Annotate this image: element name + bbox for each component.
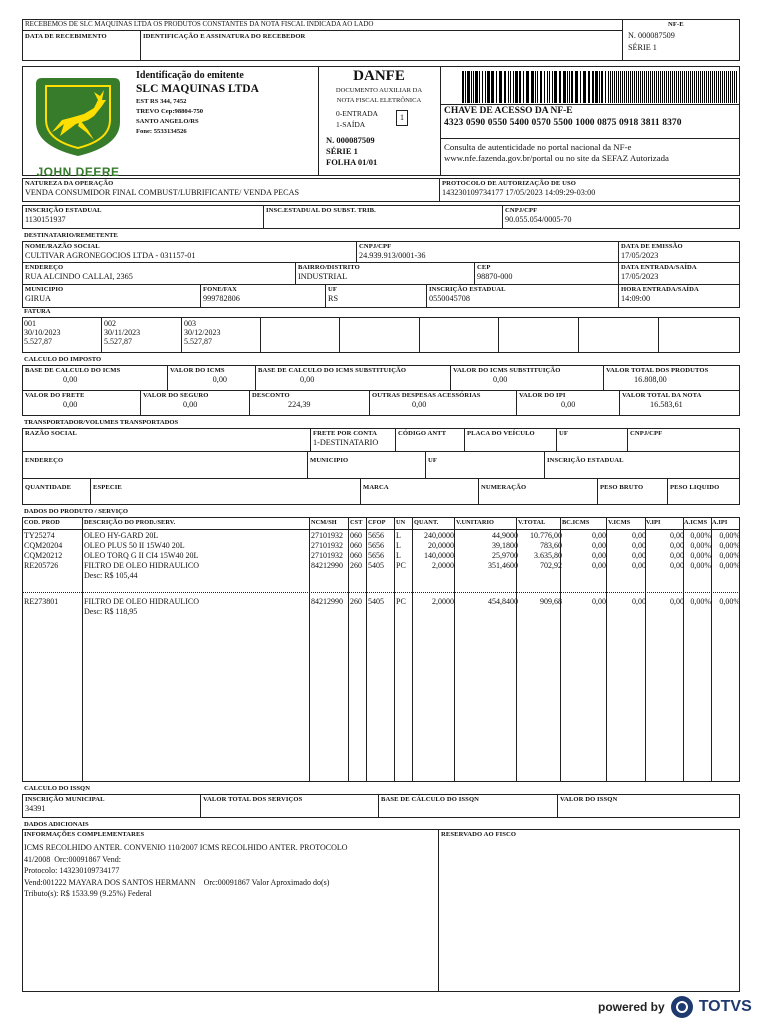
recipient-cnpj-label: CNPJ/CPF xyxy=(359,243,392,250)
carrier-ie-cell xyxy=(544,451,740,479)
municipal-reg-label: INSCRIÇÃO MUNICIPAL xyxy=(25,796,105,803)
entry-hour-cell xyxy=(618,284,740,308)
access-key-barcode xyxy=(462,71,738,103)
other-expenses-cell xyxy=(369,390,517,416)
nature-value: VENDA CONSUMIDOR FINAL COMBUST/LUBRIFICANTE/ VENDA PECAS xyxy=(25,188,300,197)
freight-cell xyxy=(22,390,141,416)
cell-ncm: 84212990 xyxy=(311,561,343,570)
recipient-uf-value: RS xyxy=(328,294,339,303)
carrier-name-cell xyxy=(22,428,311,452)
bc-icms-value: 0,00 xyxy=(63,375,78,384)
header-description: DESCRIÇÃO DO PROD./SERV. xyxy=(84,519,176,526)
cell-ipi-rate: 0,00% xyxy=(719,551,740,560)
discount-value: 224,39 xyxy=(288,400,311,409)
entry-date-cell xyxy=(618,262,740,285)
other-expenses-value: 0,00 xyxy=(412,400,427,409)
recipient-phone-cell xyxy=(200,284,326,308)
carrier-cnpj-cell xyxy=(627,428,740,452)
consult-line-1: Consulta de autenticidade no portal nacional da NF-e xyxy=(444,142,632,152)
table-row xyxy=(0,531,768,541)
volume-qty-cell xyxy=(22,478,91,505)
access-key-label: CHAVE DE ACESSO DA NF-E xyxy=(444,106,573,116)
danfe-subtitle-2: NOTA FISCAL ELETRÔNICA xyxy=(336,97,422,104)
cell-code: RE273801 xyxy=(24,597,59,606)
header-cst: CST xyxy=(350,519,363,526)
receipt-notice: RECEBEMOS DE SLC MAQUINAS LTDA OS PRODUTOS CONSTANTES DA NOTA FISCAL INDICADA AO LADO xyxy=(25,20,374,28)
recipient-uf-cell xyxy=(325,284,427,308)
cell-total: 3.635,80 xyxy=(534,551,562,560)
header-quantity: QUANT. xyxy=(414,519,439,526)
cell-total: 10.776,00 xyxy=(530,531,562,540)
volume-number-cell xyxy=(478,478,598,505)
services-total-cell xyxy=(200,794,379,818)
invoice-section: FATURA xyxy=(24,308,51,315)
emitter-cnpj-cell xyxy=(502,205,740,229)
info-text xyxy=(24,842,436,900)
cell-icms: 0,00 xyxy=(632,541,646,550)
cell-icms-rate: 0,00% xyxy=(690,561,711,570)
row-discount-note: Desc: R$ 105,44 xyxy=(84,571,138,580)
net-weight-cell xyxy=(667,478,740,505)
cell-ipi-rate: 0,00% xyxy=(719,531,740,540)
tax-section: CALCULO DO IMPOSTO xyxy=(24,356,102,363)
cell-icms-rate: 0,00% xyxy=(690,541,711,550)
cell-cfop: 5405 xyxy=(368,561,384,570)
carrier-city-cell xyxy=(307,451,426,479)
recipient-name-value: CULTIVAR AGRONEGOCIOS LTDA - 031157-01 xyxy=(25,251,196,260)
cell-cst: 060 xyxy=(350,541,362,550)
carrier-uf2-cell xyxy=(425,451,545,479)
emission-date-value: 17/05/2023 xyxy=(621,251,659,260)
recipient-cnpj-cell xyxy=(356,241,619,263)
recipient-district-value: INDUSTRIAL xyxy=(298,272,348,281)
installment-2-value: 5.527,87 xyxy=(104,337,132,346)
ie-st-label: INSC.ESTADUAL DO SUBST. TRIB. xyxy=(266,207,376,214)
recipient-cep-label: CEP xyxy=(477,264,491,271)
cell-code: CQM20212 xyxy=(24,551,63,560)
cell-ipi: 0,00 xyxy=(670,597,684,606)
municipal-reg-cell xyxy=(22,794,201,818)
recipient-uf-label: UF xyxy=(328,286,337,293)
insurance-label: VALOR DO SEGURO xyxy=(143,392,209,399)
row-discount-note: Desc: R$ 118,95 xyxy=(84,607,138,616)
header-code: COD. PROD xyxy=(24,519,60,526)
cell-unit-price: 44,9000 xyxy=(492,531,518,540)
cell-bc-icms: 0,00 xyxy=(592,561,606,570)
danfe-entry: 0-ENTRADA xyxy=(336,109,379,118)
header-total: V.TOTAL xyxy=(518,519,546,526)
cell-cfop: 5656 xyxy=(368,541,384,550)
emitter-phone: Fone: 5533134526 xyxy=(136,128,187,135)
total-note-value: 16.583,61 xyxy=(650,400,683,409)
receipt-date-label: DATA DE RECEBIMENTO xyxy=(25,33,107,40)
cell-total: 783,60 xyxy=(540,541,562,550)
volume-species-cell xyxy=(90,478,361,505)
carrier-city-label: MUNICIPIO xyxy=(310,457,349,464)
cell-unit: L xyxy=(396,531,401,540)
icms-cell xyxy=(167,365,256,391)
carrier-uf-label: UF xyxy=(559,430,568,437)
cell-code: TY25274 xyxy=(24,531,55,540)
recipient-ie-value: 0550045708 xyxy=(429,294,470,303)
cell-ncm: 27101932 xyxy=(311,541,343,550)
john-deere-logo xyxy=(28,70,128,179)
antt-label: CÓDIGO ANTT xyxy=(398,430,447,437)
carrier-address-label: ENDEREÇO xyxy=(25,457,64,464)
volume-number-label: NUMERAÇÃO xyxy=(481,484,527,491)
emitter-name: SLC MAQUINAS LTDA xyxy=(136,83,259,95)
powered-by-text: powered by xyxy=(598,1000,665,1014)
freight-mode-value: 1-DESTINATARIO xyxy=(313,438,379,447)
carrier-uf2-label: UF xyxy=(428,457,437,464)
freight-label: VALOR DO FRETE xyxy=(25,392,85,399)
installment-2-date: 30/11/2023 xyxy=(104,328,141,337)
volume-brand-cell xyxy=(360,478,479,505)
info-line-4: Vend:001222 MAYARA DOS SANTOS HERMANN Orc:00091867 Valor Aproximado do(s) xyxy=(24,877,330,887)
installment-3-num: 003 xyxy=(184,319,196,328)
installment-1-date: 30/10/2023 xyxy=(24,328,61,337)
ie-value: 1130151937 xyxy=(25,215,66,224)
total-note-label: VALOR TOTAL DA NOTA xyxy=(622,392,702,399)
cell-description: OLEO HY-GARD 20L xyxy=(84,531,159,540)
total-products-label: VALOR TOTAL DOS PRODUTOS xyxy=(606,367,709,374)
recipient-ie-label: INSCRIÇÃO ESTADUAL xyxy=(429,286,506,293)
cell-quantity: 240,0000 xyxy=(424,531,454,540)
installment-1-value: 5.527,87 xyxy=(24,337,52,346)
info-line-2: 41/2008 Orc:00091867 Vend: xyxy=(24,854,121,864)
fisco-label: RESERVADO AO FISCO xyxy=(441,831,517,838)
carrier-name-label: RAZÃO SOCIAL xyxy=(25,430,77,437)
icms-st-label: VALOR DO ICMS SUBSTITUIÇÃO xyxy=(453,367,561,374)
info-line-1: ICMS RECOLHIDO ANTER. CONVENIO 110/2007 ICMS RECOLHIDO ANTER. PROTOCOLO xyxy=(24,843,348,852)
transport-section: TRANSPORTADOR/VOLUMES TRANSPORTADOS xyxy=(24,419,179,426)
info-line-5: Tributo(s): R$ 1533.99 (9.25%) Federal xyxy=(24,889,152,898)
bc-icms-label: BASE DE CALCULO DO ICMS xyxy=(25,367,121,374)
cell-unit-price: 25,9700 xyxy=(492,551,518,560)
total-products-value: 16.808,00 xyxy=(634,375,667,384)
totvs-logo-icon xyxy=(671,996,693,1018)
antt-cell xyxy=(395,428,465,452)
protocol-cell xyxy=(439,178,740,202)
entry-hour-label: HORA ENTRADA/SAÍDA xyxy=(621,286,699,293)
cell-unit: L xyxy=(396,541,401,550)
recipient-city-label: MUNICIPIO xyxy=(25,286,64,293)
net-weight-label: PESO LIQUIDO xyxy=(670,484,720,491)
entry-hour-value: 14:09:00 xyxy=(621,294,651,303)
powered-by xyxy=(598,996,752,1018)
header-unit-price: V.UNITARIO xyxy=(456,519,495,526)
cell-bc-icms: 0,00 xyxy=(592,541,606,550)
danfe-series: SÉRIE 1 xyxy=(326,146,358,156)
discount-cell xyxy=(249,390,370,416)
danfe-subtitle-1: DOCUMENTO AUXILIAR DA xyxy=(335,87,423,94)
cell-bc-icms: 0,00 xyxy=(592,551,606,560)
volume-qty-label: QUANTIDADE xyxy=(25,484,72,491)
installment-1-num: 001 xyxy=(24,319,36,328)
cell-bc-icms: 0,00 xyxy=(592,597,606,606)
gross-weight-label: PESO BRUTO xyxy=(600,484,644,491)
cell-icms: 0,00 xyxy=(632,551,646,560)
cell-icms: 0,00 xyxy=(632,531,646,540)
access-key-value: 4323 0590 0550 5400 0570 5500 1000 0875 0918 3811 8370 xyxy=(444,118,682,128)
cell-unit-price: 351,4600 xyxy=(488,561,518,570)
receipt-nfe-label: NF-E xyxy=(668,21,684,28)
cell-cfop: 5656 xyxy=(368,551,384,560)
installment-2 xyxy=(104,319,140,346)
insurance-cell xyxy=(140,390,250,416)
additional-section: DADOS ADICIONAIS xyxy=(24,821,89,828)
municipal-reg-value: 34391 xyxy=(25,804,46,813)
discount-label: DESCONTO xyxy=(252,392,290,399)
installment-1 xyxy=(24,319,60,346)
danfe-exit: 1-SAÍDA xyxy=(336,120,366,129)
cell-quantity: 2,0000 xyxy=(432,597,454,606)
protocol-value: 143230109734177 17/05/2023 14:09:29-03:00 xyxy=(442,188,596,197)
cell-cfop: 5656 xyxy=(368,531,384,540)
freight-mode-cell xyxy=(310,428,396,452)
receipt-nfe-number: N. 000087509 xyxy=(628,31,675,40)
volume-species-label: ESPECIE xyxy=(93,484,122,491)
cell-unit: PC xyxy=(396,561,406,570)
recipient-address-label: ENDEREÇO xyxy=(25,264,64,271)
cell-ncm: 84212990 xyxy=(311,597,343,606)
recipient-phone-label: FONE/FAX xyxy=(203,286,238,293)
header-cfop: CFOP xyxy=(368,519,386,526)
logo-text: JOHN DEERE xyxy=(36,165,120,179)
cell-ncm: 27101932 xyxy=(311,551,343,560)
cell-code: RE205726 xyxy=(24,561,59,570)
table-row xyxy=(0,541,768,551)
recipient-ie-cell xyxy=(426,284,619,308)
cell-icms-rate: 0,00% xyxy=(690,597,711,606)
protocol-label: PROTOCOLO DE AUTORIZAÇÃO DE USO xyxy=(442,180,577,187)
cell-description: OLEO TORQ G II CI4 15W40 20L xyxy=(84,551,199,560)
products-section: DADOS DO PRODUTO / SERVIÇO xyxy=(24,508,129,515)
recipient-district-cell xyxy=(295,262,475,285)
recipient-city-cell xyxy=(22,284,201,308)
cell-icms-rate: 0,00% xyxy=(690,531,711,540)
cell-total: 909,68 xyxy=(540,597,562,606)
cell-description: FILTRO DE OLEO HIDRAULICO xyxy=(84,561,200,570)
receipt-sign-label: IDENTIFICAÇÃO E ASSINATURA DO RECEBEDOR xyxy=(143,33,306,40)
issqn-section: CALCULO DO ISSQN xyxy=(24,785,90,792)
issqn-base-label: BASE DE CÁLCULO DO ISSQN xyxy=(381,796,480,803)
ipi-cell xyxy=(516,390,620,416)
receipt-nfe-series: SÉRIE 1 xyxy=(628,43,657,52)
entry-date-label: DATA ENTRADA/SAÍDA xyxy=(621,264,697,271)
header-ipi-rate: A.IPI xyxy=(712,519,728,526)
cell-ipi: 0,00 xyxy=(670,541,684,550)
cell-unit-price: 454,8400 xyxy=(488,597,518,606)
cell-cst: 260 xyxy=(350,561,362,570)
cell-ipi: 0,00 xyxy=(670,531,684,540)
ie-st-cell xyxy=(263,205,503,229)
cell-cst: 260 xyxy=(350,597,362,606)
other-expenses-label: OUTRAS DESPESAS ACESSÓRIAS xyxy=(372,392,481,399)
cell-ipi-rate: 0,00% xyxy=(719,541,740,550)
table-row xyxy=(0,561,768,580)
emitter-cnpj-label: CNPJ/CPF xyxy=(505,207,538,214)
cell-icms-rate: 0,00% xyxy=(690,551,711,560)
cell-quantity: 140,0000 xyxy=(424,551,454,560)
cell-description: FILTRO DE OLEO HIDRAULICO xyxy=(84,597,200,606)
emission-date-cell xyxy=(618,241,740,263)
carrier-address-cell xyxy=(22,451,308,479)
cell-ipi-rate: 0,00% xyxy=(719,561,740,570)
cell-cfop: 5405 xyxy=(368,597,384,606)
cell-ipi-rate: 0,00% xyxy=(719,597,740,606)
danfe-type-box: 1 xyxy=(396,110,408,126)
issqn-value-cell xyxy=(557,794,740,818)
cell-unit: L xyxy=(396,551,401,560)
carrier-cnpj-label: CNPJ/CPF xyxy=(630,430,663,437)
cell-ncm: 27101932 xyxy=(311,531,343,540)
info-line-3: Protocolo: 143230109734177 xyxy=(24,866,120,875)
entry-date-value: 17/05/2023 xyxy=(621,272,659,281)
plate-cell xyxy=(464,428,557,452)
cell-ipi: 0,00 xyxy=(670,561,684,570)
header-bc-icms: BC.ICMS xyxy=(562,519,590,526)
consult-line-2: www.nfe.fazenda.gov.br/portal ou no site da SEFAZ Autorizada xyxy=(444,153,669,163)
header-icms-rate: A.ICMS xyxy=(684,519,708,526)
recipient-address-cell xyxy=(22,262,296,285)
cell-quantity: 20,0000 xyxy=(428,541,454,550)
emitter-district: TREVO Cep:98804-750 xyxy=(136,108,204,115)
recipient-name-cell xyxy=(22,241,357,263)
recipient-phone-value: 999782806 xyxy=(203,294,240,303)
cell-cst: 060 xyxy=(350,551,362,560)
emitter-block xyxy=(136,70,316,137)
total-products-cell xyxy=(603,365,740,391)
info-label: INFORMAÇÕES COMPLEMENTARES xyxy=(24,831,145,838)
carrier-uf-cell xyxy=(556,428,628,452)
recipient-name-label: NOME/RAZÃO SOCIAL xyxy=(25,243,100,250)
totvs-brand: TOTVS xyxy=(698,998,752,1015)
carrier-ie-label: INSCRIÇÃO ESTADUAL xyxy=(547,457,624,464)
table-row xyxy=(0,551,768,561)
cell-icms: 0,00 xyxy=(632,561,646,570)
icms-st-cell xyxy=(450,365,604,391)
header-ncm: NCM/SH xyxy=(311,519,337,526)
cell-bc-icms: 0,00 xyxy=(592,531,606,540)
deer-emblem-icon xyxy=(28,70,128,158)
icms-st-value: 0,00 xyxy=(493,375,508,384)
bc-icms-cell xyxy=(22,365,168,391)
icms-label: VALOR DO ICMS xyxy=(170,367,225,374)
recipient-city-value: GIRUA xyxy=(25,294,51,303)
plate-label: PLACA DO VEÍCULO xyxy=(467,430,535,437)
recipient-district-label: BAIRRO/DISTRITO xyxy=(298,264,360,271)
total-note-cell xyxy=(619,390,740,416)
ipi-value: 0,00 xyxy=(561,400,576,409)
emitter-id-label: Identificação do emitente xyxy=(136,70,244,81)
header-unit: UN xyxy=(396,519,406,526)
emitter-city: SANTO ANGELO/RS xyxy=(136,118,199,125)
danfe-title: DANFE xyxy=(353,68,405,84)
emission-date-label: DATA DE EMISSÃO xyxy=(621,243,683,250)
insurance-value: 0,00 xyxy=(183,400,198,409)
ie-label: INSCRIÇÃO ESTADUAL xyxy=(25,207,102,214)
issqn-value-label: VALOR DO ISSQN xyxy=(560,796,618,803)
header-icms: V.ICMS xyxy=(608,519,631,526)
emitter-address: EST RS 344, 7452 xyxy=(136,98,187,105)
freight-mode-label: FRETE POR CONTA xyxy=(313,430,378,437)
installment-3 xyxy=(184,319,220,346)
cell-icms: 0,00 xyxy=(632,597,646,606)
bc-st-cell xyxy=(255,365,451,391)
emitter-cnpj-value: 90.055.054/0005-70 xyxy=(505,215,572,224)
cell-unit: PC xyxy=(396,597,406,606)
recipient-address-value: RUA ALCINDO CALLAI, 2365 xyxy=(25,272,133,281)
cell-code: CQM20204 xyxy=(24,541,63,550)
cell-ipi: 0,00 xyxy=(670,551,684,560)
danfe-number: N. 000087509 xyxy=(326,135,375,145)
cell-total: 702,92 xyxy=(540,561,562,570)
danfe-page: FOLHA 01/01 xyxy=(326,157,378,167)
table-row xyxy=(0,597,768,616)
cell-cst: 060 xyxy=(350,531,362,540)
installment-2-num: 002 xyxy=(104,319,116,328)
installment-3-date: 30/12/2023 xyxy=(184,328,221,337)
freight-value: 0,00 xyxy=(63,400,78,409)
recipient-cep-value: 98870-000 xyxy=(477,272,513,281)
recipient-cnpj-value: 24.939.913/0001-36 xyxy=(359,251,426,260)
cell-description: OLEO PLUS 50 II 15W40 20L xyxy=(84,541,185,550)
issqn-base-cell xyxy=(378,794,558,818)
nature-cell xyxy=(22,178,440,202)
ipi-label: VALOR DO IPI xyxy=(519,392,566,399)
cell-unit-price: 39,1800 xyxy=(492,541,518,550)
gross-weight-cell xyxy=(597,478,668,505)
bc-st-value: 0,00 xyxy=(300,375,315,384)
header-ipi: V.IPI xyxy=(646,519,661,526)
services-total-label: VALOR TOTAL DOS SERVIÇOS xyxy=(203,796,303,803)
recipient-cep-cell xyxy=(474,262,619,285)
icms-value: 0,00 xyxy=(212,375,227,384)
installment-3-value: 5.527,87 xyxy=(184,337,212,346)
nature-label: NATUREZA DA OPERAÇÃO xyxy=(25,180,114,187)
recipient-section: DESTINATARIO/REMETENTE xyxy=(24,232,118,239)
ie-cell xyxy=(22,205,264,229)
cell-quantity: 2,0000 xyxy=(432,561,454,570)
volume-brand-label: MARCA xyxy=(363,484,389,491)
bc-st-label: BASE DE CALCULO DO ICMS SUBSTITUIÇÃO xyxy=(258,367,407,374)
